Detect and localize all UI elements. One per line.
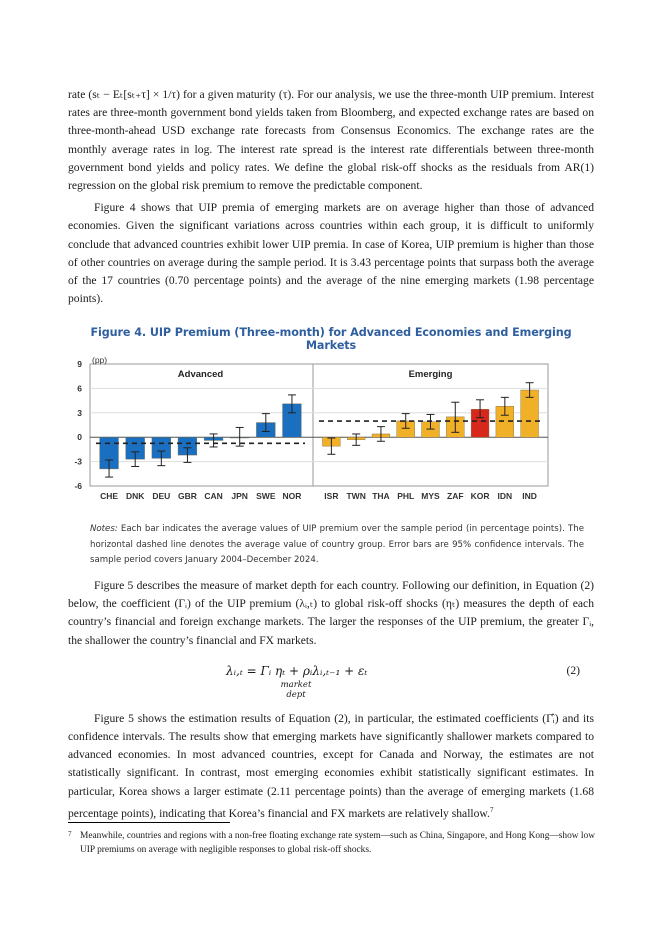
y-tick-label: 9 <box>77 359 82 370</box>
notes-label: Notes: <box>90 524 118 535</box>
panel-label: Advanced <box>177 369 224 381</box>
equation-underbrace-label: market dept <box>280 679 312 700</box>
paragraph-market-depth: Figure 5 describes the measure of market depth for each country. Following our definition, in Equation (2) below, the coefficient (Γᵢ) of the UIP premium (λᵢ,ₜ) to global risk-off shocks (ηₜ) measures the depth of each country’s financial and foreign exchange markets. The larger the responses of the UIP premium, the greater Γᵢ, the shallower the country’s financial and FX markets. <box>68 578 594 647</box>
footnote-mark: 7 <box>68 830 72 838</box>
x-tick-DEU: DEU <box>152 491 171 502</box>
uip-premium-chart <box>68 356 594 516</box>
y-axis-unit: (pp) <box>92 356 108 366</box>
x-tick-TWN: TWN <box>346 491 366 502</box>
panel-label: Emerging <box>408 369 453 381</box>
x-tick-GBR: GBR <box>177 491 197 502</box>
x-tick-MYS: MYS <box>421 491 440 502</box>
y-tick-label: 3 <box>77 408 82 419</box>
footnote-7 <box>68 830 596 857</box>
paragraph-figure4-discussion: Figure 4 shows that UIP premia of emerging markets are on average higher than those of advanced economies. Given the significant variations across countries within each group, it is difficult to uniformly conclude that advanced countries exhibit lower UIP premia. In case of Korea, UIP premium is higher than those of other countries on average during the sample period. It is 3.43 percentage points that surpass both the average of the 17 countries (0.70 percentage points) and the average of the nine emerging markets (1.98 percentage points). <box>68 201 594 306</box>
equation-number: (2) <box>566 663 580 677</box>
panel-advanced-frame <box>90 364 313 486</box>
y-tick-label: 0 <box>77 432 82 443</box>
x-tick-CHE: CHE <box>100 491 119 502</box>
x-tick-SWE: SWE <box>256 491 276 502</box>
x-tick-ISR: ISR <box>324 491 339 502</box>
figure-notes <box>90 522 584 569</box>
notes-text: Each bar indicates the average values of UIP premium over the sample period (in percentage points). The horizontal dashed line denotes the average value of country group. Error bars are 95% confidence intervals. The sample period covers January 2004–December 2024. <box>90 524 585 566</box>
y-tick-label: 6 <box>77 383 82 394</box>
bar-chart-svg <box>68 356 594 516</box>
x-tick-JPN: JPN <box>231 491 248 502</box>
paragraph-uip-definition: rate (sₜ − Eₜ[sₜ₊τ] × 1/τ) for a given maturity (τ). For our analysis, we use the three-month UIP premium. Interest rates are three-month government bond yields taken from Bloomberg, and expected exchange rates are based on three-month-ahead USD exchange rate forecasts from Consensus Economics. The exchange rates are the monthly average rates in log. The interest rate spread is the interest rate differentials between three-month government bond yields and policy rates. We define the global risk-off shocks as the residuals from AR(1) regression on the global risk premium to remove the predictable component. <box>68 88 594 193</box>
footnote-divider <box>68 822 230 823</box>
document-page <box>68 86 594 823</box>
x-tick-CAN: CAN <box>204 491 223 502</box>
equation-2 <box>68 656 594 704</box>
paragraph-estimation-results: Figure 5 shows the estimation results of Equation (2), in particular, the estimated coefficients (Γ̂ᵢ) and its confidence intervals. The results show that emerging markets have significantly shallower markets compared to advanced economies. In most advanced countries, except for Canada and Norway, the estimates are not statistically significant. In contrast, most emerging economies exhibit statistically significant estimates. In particular, Korea shows a larger estimate (2.11 percentage points) than the average of emerging markets (1.68 percentage points), indicating that Korea’s financial and FX markets are relatively shallow.$^7$ <box>68 711 594 820</box>
x-tick-IND: IND <box>522 491 537 502</box>
x-tick-NOR: NOR <box>282 491 302 502</box>
equation-expression: λᵢ,ₜ = Γᵢ ηₜ + ρᵢλᵢ,ₜ₋₁ + εₜ <box>226 663 368 678</box>
footnote-ref[interactable]: 7 <box>489 805 494 814</box>
y-tick-label: -3 <box>74 457 82 468</box>
x-tick-ZAF: ZAF <box>447 491 464 502</box>
x-tick-KOR: KOR <box>470 491 490 502</box>
x-tick-IDN: IDN <box>497 491 513 502</box>
footnote-text: Meanwhile, countries and regions with a non-free floating exchange rate system—such as China, Singapore, and Hong Kong—show low UIP premiums on average with negligible responses to global risk-off shocks. <box>80 831 595 855</box>
y-tick-label: -6 <box>74 481 82 492</box>
x-tick-PHL: PHL <box>397 491 415 502</box>
figure-title: Figure 4. UIP Premium (Three-month) for Advanced Economies and Emerging Markets <box>90 326 572 353</box>
x-tick-DNK: DNK <box>125 491 145 502</box>
x-tick-THA: THA <box>372 491 390 502</box>
